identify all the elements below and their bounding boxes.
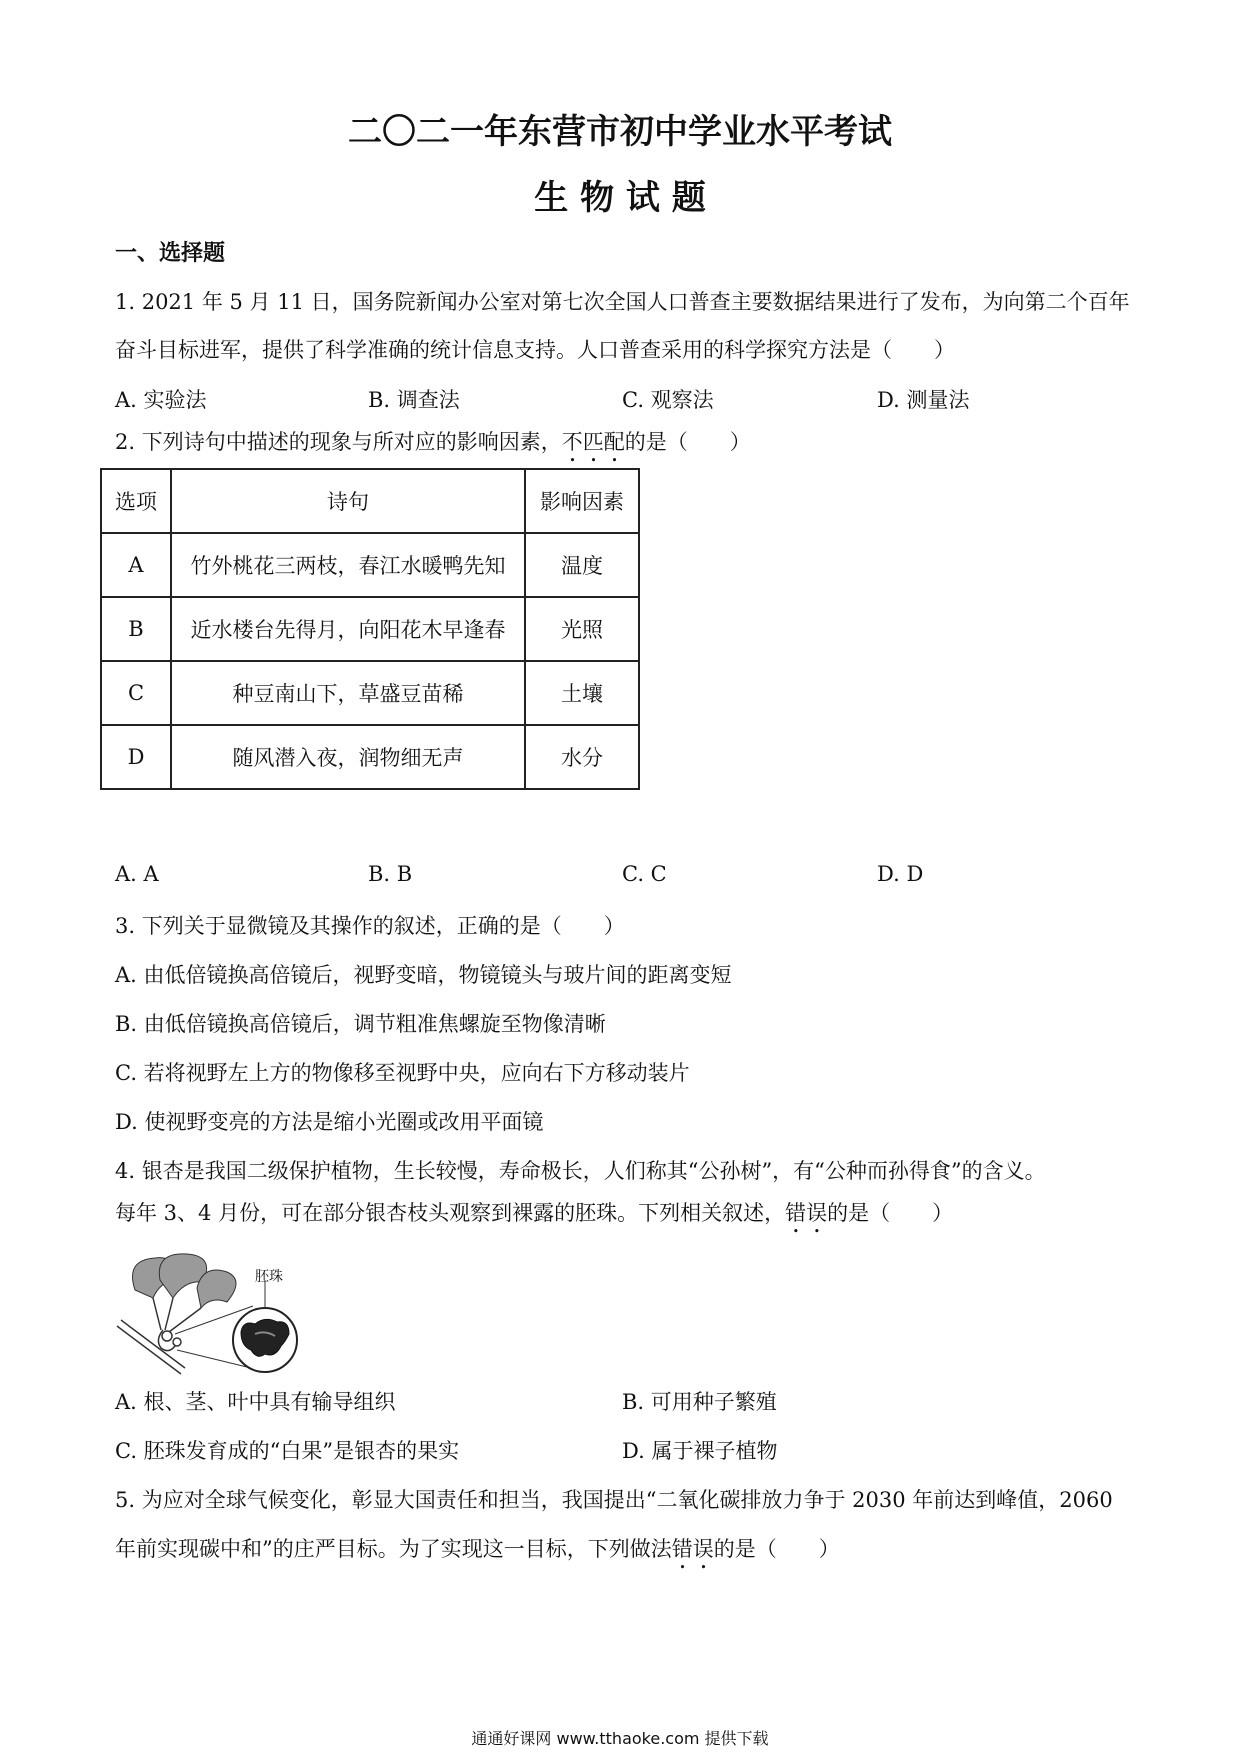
q2-stem-prefix: 2. 下列诗句中描述的现象与所对应的影响因素， xyxy=(115,430,562,454)
q4-option-c: C. 胚珠发育成的“白果”是银杏的果实 xyxy=(115,1439,460,1463)
q1-stem-line1: 1. 2021 年 5 月 11 日，国务院新闻办公室对第七次全国人口普查主要数据结果进行了发布，为向第二个百年 xyxy=(115,290,1130,314)
q3-option-c: C. 若将视野左上方的物像移至视野中央，应向右下方移动装片 xyxy=(115,1061,690,1085)
table-cell: 温度 xyxy=(525,533,639,597)
q5-stem-line2 xyxy=(115,1533,840,1574)
q3-option-d: D. 使视野变亮的方法是缩小光圈或改用平面镜 xyxy=(115,1110,544,1134)
q5-stem-prefix: 年前实现碳中和”的庄严目标。为了实现这一目标，下列做法 xyxy=(115,1537,672,1561)
q2-option-a: A. A xyxy=(115,862,159,886)
q1-option-a: A. 实验法 xyxy=(115,388,207,412)
exam-title: 二〇二一年东营市初中学业水平考试 xyxy=(348,112,892,152)
table-cell: C xyxy=(101,661,171,725)
q1-option-d: D. 测量法 xyxy=(877,388,970,412)
q1-stem-line2: 奋斗目标进军，提供了科学准确的统计信息支持。人口普查采用的科学探究方法是（ ） xyxy=(115,338,955,362)
table-cell: 随风潜入夜，润物细无声 xyxy=(171,725,525,789)
ovule-label: 胚珠 xyxy=(255,1269,283,1285)
table-header-cell: 选项 xyxy=(101,469,171,533)
q5-stem-line1: 5. 为应对全球气候变化，彰显大国责任和担当，我国提出“二氧化碳排放力争于 2030 年前达到峰值，2060 xyxy=(115,1488,1113,1512)
q3-stem: 3. 下列关于显微镜及其操作的叙述，正确的是（ ） xyxy=(115,914,625,938)
q1-option-b: B. 调查法 xyxy=(368,388,460,412)
table-cell: 光照 xyxy=(525,597,639,661)
footer-source: 通通好课网 www.tthaoke.com 提供下载 xyxy=(471,1729,769,1748)
table-cell: 近水楼台先得月，向阳花木早逢春 xyxy=(171,597,525,661)
table-row xyxy=(101,533,639,597)
q2-option-d: D. D xyxy=(877,862,924,886)
section-heading: 一、选择题 xyxy=(115,241,226,266)
q4-option-b: B. 可用种子繁殖 xyxy=(622,1390,777,1414)
q2-table xyxy=(100,468,640,790)
table-cell: 土壤 xyxy=(525,661,639,725)
q2-stem-suffix: 的是（ ） xyxy=(624,430,751,454)
table-cell: B xyxy=(101,597,171,661)
table-header-row xyxy=(101,469,639,533)
table-row xyxy=(101,597,639,661)
table-header-cell: 影响因素 xyxy=(525,469,639,533)
q5-stem-suffix: 的是（ ） xyxy=(713,1537,840,1561)
table-cell: A xyxy=(101,533,171,597)
q2-option-c: C. C xyxy=(622,862,667,886)
subject-title: 生 物 试 题 xyxy=(534,178,706,218)
table-header-cell: 诗句 xyxy=(171,469,525,533)
table-row xyxy=(101,661,639,725)
q3-option-b: B. 由低倍镜换高倍镜后，调节粗准焦螺旋至物像清晰 xyxy=(115,1012,606,1036)
table-row xyxy=(101,725,639,789)
ginkgo-leaf xyxy=(197,1270,236,1308)
q4-stem-emphasis: 错误 xyxy=(785,1201,828,1225)
q3-option-a: A. 由低倍镜换高倍镜后，视野变暗，物镜镜头与玻片间的距离变短 xyxy=(115,963,732,987)
table-cell: D xyxy=(101,725,171,789)
q1-option-c: C. 观察法 xyxy=(622,388,714,412)
q4-stem-prefix: 每年 3、4 月份，可在部分银杏枝头观察到裸露的胚珠。下列相关叙述， xyxy=(115,1201,786,1225)
q4-option-a: A. 根、茎、叶中具有输导组织 xyxy=(115,1390,396,1414)
table-cell: 水分 xyxy=(525,725,639,789)
q2-stem xyxy=(115,426,751,467)
q4-stem-line1: 4. 银杏是我国二级保护植物，生长较慢，寿命极长，人们称其“公孙树”，有“公种而孙得食”的含义。 xyxy=(115,1159,1046,1183)
q4-stem-suffix: 的是（ ） xyxy=(827,1201,954,1225)
q4-option-d: D. 属于裸子植物 xyxy=(622,1439,778,1463)
table-cell: 种豆南山下，草盛豆苗稀 xyxy=(171,661,525,725)
q5-stem-emphasis: 错误 xyxy=(671,1537,714,1561)
q2-stem-emphasis: 不匹配 xyxy=(561,430,625,454)
q4-stem-line2 xyxy=(115,1197,953,1238)
table-cell: 竹外桃花三两枝，春江水暖鸭先知 xyxy=(171,533,525,597)
q2-option-b: B. B xyxy=(368,862,413,886)
